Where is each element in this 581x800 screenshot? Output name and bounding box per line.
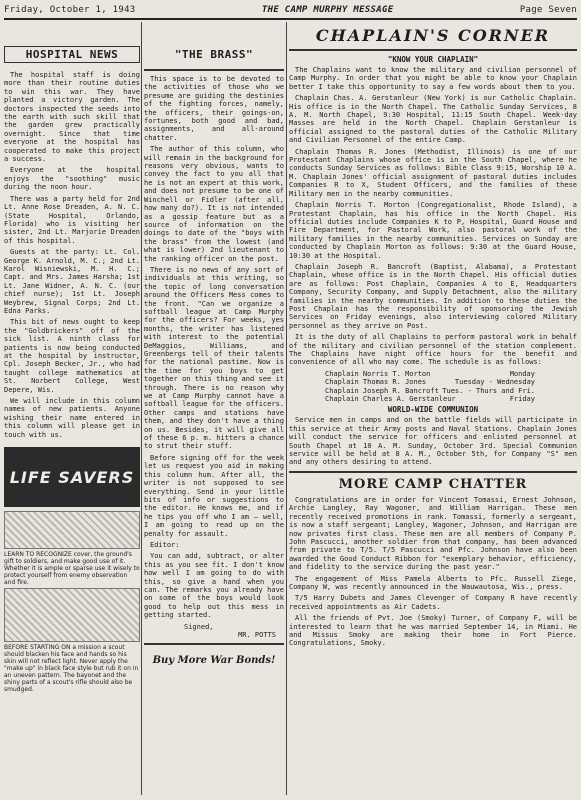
life-savers-caption: LEARN TO RECOGNIZE cover, the ground's gift to soldiers, and make good use of it. Whether it is ample or sparse use it wisely to protect yourself from enemy observation and fire. (4, 551, 140, 587)
schedule-day: Friday (509, 395, 535, 404)
chaplain-rule (289, 49, 577, 51)
masthead-rule (4, 18, 577, 20)
brass-paragraph: Editor: (150, 540, 180, 549)
life-savers-banner (4, 447, 140, 507)
chaplain-paragraph: Chaplain Joseph R. Bancroft (Baptist, Alabama), a Protestant Chaplain, whose office is in the North Chapel. His official duties are as follows: Post Chaplain, Companies A to E, Headquarters Company, Security Company, and Supply Detachment, also the military families in the nearby communities. In addition to these duties the Post Chaplain has the responsibility of sponsoring the Jewish Services on Friday evenings, also interviewing colored Military personnel as they arrive on Post. (289, 262, 577, 330)
communion-paragraph: Service men in camps and on the battle fields will participate in this service at their Army posts and Naval Stations. Chaplain Jones will conduct the service for officers and enlisted personnel at South Chapel at 10 A. M. Sunday, October 3rd. Special Communion service will be held at 8 A. M., October 5th, for Company "S" men and any others desiring to attend. (289, 416, 577, 467)
paper-name: THE CAMP MURPHY MESSAGE (261, 5, 394, 15)
brass-bottom-rule (144, 643, 284, 645)
chaplain-paragraph: It is the duty of all Chaplains to perform pastoral work in behalf of the military and civilian personnel of the station complement. The Chaplains have night office hours for the benefit and convenience of all who may come. The schedule is as follows: (289, 333, 577, 367)
schedule-row (325, 387, 535, 395)
brass-paragraph: This space is to be devoted to the activities of those who we presume are guiding the destinies of the fighting forces, namely, the officers, their goings-on, fortunes, both good and bad, assignments, and all-around chatter. (144, 75, 284, 142)
chaplain-subtitle: "KNOW YOUR CHAPLAIN" (387, 55, 479, 64)
brass-title: "THE BRASS" (174, 48, 254, 61)
life-savers-caption: BEFORE STARTING ON a mission a scout should blacken his face and hands so his skin will not reflect light. Never apply the "make up" in black face style but rub it on in an uneven pattern. The bayonet and the shiny parts of a scout's rifle should also be smudged. (4, 644, 139, 694)
signed-label: Signed, (184, 622, 214, 631)
hospital-paragraph: The hospital staff is doing more than their routine duties to win this war. They have planted a victory garden. The doctors inspected the seeds into the earth with such skill that the garden grew practically overnight. Since that time everyone at the hospital has cooperated to make this project a success. (4, 71, 140, 164)
hospital-paragraph: This bit of news ought to keep the "Goldbrickers" off of the sick list. A ninth class for patients is now being conducted at the hospital by instructor, Cpl. Joseph Becker, Jr., who had taught college mathematics at St. Norbert College, West Depere, Wis. (4, 318, 140, 394)
chaplain-paragraph: Chaplain Chas. A. Gerstanleur (New York) is our Catholic Chaplain. His office is in the North Chapel. The Catholic Sunday Services, 8 A. M. North Chapel, 9:30 Hospital, 11:15 South Chapel. Week-day Masses are held in the North Chapel. Chaplain Gerstanleur is official assigned to the pastoral duties of the Catholic Military and Civilian Personnel of the entire Camp. (289, 94, 577, 145)
chatter-paragraph: All the friends of Pvt. Joe (Smoky) Turner, of Company F, will be interested to learn that he was married September 14, in Miami. He and Missus Smoky are making their home in Fort Pierce. Congratulations, Smoky. (289, 614, 577, 648)
hospital-paragraph: There was a party held for 2nd Lt. Anne Rose Dreaden, A. N. C. (State Hospital, Orlando, Florida) who is visiting her sister, 2nd Lt. Marjorie Dreaden of this hospital. (4, 194, 140, 245)
schedule-name: Chaplain Norris T. Morton (325, 369, 431, 378)
brass-paragraph: The author of this column, who will remain in the background for reasons very obvious, wants to convey the fact to you all that he is not an expert at this work, and does not presume to be one of Winchell or Fidler (after all, how many do?). It is not intended as a gossip feature but as a source of information on the doings to date of the "boys with the brass" from the lowest (and what is lower) 2nd lieutenant to the ranking officer on the post. (144, 145, 284, 263)
chaplain-paragraph: The Chaplains want to know the military and civilian personnel of Camp Murphy. In order that you might be able to know your Chaplain better I take this opportunity to say a few words about them to you. (289, 66, 577, 91)
schedule-day: Tuesday - Wednesday (454, 378, 535, 387)
war-bonds-slogan: Buy More War Bonds! (152, 654, 276, 666)
chaplain-paragraph: Chaplain Thomas R. Jones (Methodist, Illinois) is one of our Protestant Chaplains whose office is in the South Chapel, where he conducts Sunday Services as follows: Bible Class 9:15, Worship 10 A. M. Chaplain Jones' official assignment of pastoral duties includes Companies R to X, Student Officers, and the families of these Military men in the nearby communities. (289, 147, 577, 198)
cover-illustration (4, 511, 140, 549)
brass-paragraph: There is no news of any sort of individuals at this writing, so the topic of long conversation around the Officers Mess comes to the front. "Can we organize a softball league at Camp Murphy for the officers? For weeks, yes months, the writer has listened with interest to the potential DeMaggios, Williams, and Greenbergs tell of their talents for the national pastime. Now is the time for you boys to get together on this thing and see it through. There is no reason why we at Camp Murphy cannot have a softball league for the officers. Other camps and stations have them, and they don't have a thing on us. Besides, it will give all of these 6 p. m. hitters a chance to strut their stuff. (144, 265, 284, 451)
hospital-paragraph: We will include in this column names of new patients. Anyone wishing their name entered in this column will please get in touch with us. (4, 397, 140, 439)
chaplain-column (289, 22, 577, 795)
chaplain-title: CHAPLAIN'S CORNER (315, 26, 551, 45)
scout-illustration (4, 588, 140, 642)
section-rule (289, 471, 577, 473)
chatter-paragraph: Congratulations are in order for Vincent Tomassi, Ernest Johnson, Archie Langley, Ray Wagoner, and William Harrigan. These men recently received promotions in rank. Tomassi, formerly a sergeant, is now a staff sergeant; Langley, Wagoner, Johnson, and Harrigan are now privates first class. These men are all members of Company P. John Pascucci, another soldier from that company, has been advanced from private to T/5. T/5 Pascucci and Pfc. Johnson have also been awarded the Good Conduct Ribbon for "exemplary behavior, efficiency, and fidelity to the service during the past year." (289, 495, 577, 572)
issue-date: Friday, October 1, 1943 (4, 5, 136, 15)
life-savers-title: LIFE SAVERS (9, 467, 135, 487)
schedule-day: Tues. - Thurs and Fri. (442, 386, 535, 395)
chatter-paragraph: The engagement of Miss Pamela Alberts to Pfc. Russell Ziege, Company W, was recently announced in the Wauwautosa, Wis., press. (289, 574, 577, 591)
brass-paragraph: You can add, subtract, or alter this as you see fit. I don't know how well I am going to do with this, so give a hand when you can. The remarks you already have on some of the boys would look good to help out this mess in getting started. (144, 552, 284, 620)
brass-paragraph: Before signing off for the week let us request you aid in making this column hum. After all, the writer is not supposed to see everything. Send in your little bits of info or suggestions to the editor. He knows me, and if he tips you off who I am — well, I am going to read up on the penalty for assault. (144, 453, 284, 538)
office-hours-schedule (325, 370, 577, 404)
column-divider (286, 22, 287, 795)
communion-title: WORLD-WIDE COMMUNION (387, 405, 479, 415)
chaplain-paragraph: Chaplain Norris T. Morton (Congregationalist, Rhode Island), a Protestant Chaplain, has his office in the North Chapel. His official duties include Companies K to P, Hospital, Guard House and Fire Department, for Pastoral Work, also pastoral work of the military families in the nearby communities. Services on Sunday are conducted by Chaplain Morton as follows: 9:30 at the Guard House, 10:30 at the Hospital. (289, 201, 577, 260)
schedule-name: Chaplain Charles A. Gerstanleur (325, 395, 456, 404)
schedule-name: Chaplain Joseph R. Bancroft (325, 386, 439, 395)
chatter-title: MORE CAMP CHATTER (338, 476, 528, 492)
schedule-row (325, 395, 535, 403)
hospital-news-column (4, 22, 140, 795)
hospital-paragraph: Guests at the party: Lt. Col. George K. Arnold, M. C.; 2nd Lt. Karol Wisniewski, M. H. C.; Capt. and Mrs. James Harsha; 1st Lt. Jane Widner, A. N. C. (our chief nurse); 1st Lt. Joseph Weybrew, Signal Corps; 2nd Lt. Edna Parks. (4, 248, 140, 315)
column-divider (141, 22, 142, 795)
chatter-paragraph: T/5 Harry Dubets and James Clevenger of Company R have recently received appointments as Air Cadets. (289, 594, 577, 611)
brass-rule (144, 69, 284, 71)
schedule-row (325, 370, 535, 378)
schedule-day: Monday (509, 369, 535, 378)
brass-column (144, 22, 284, 795)
hospital-paragraph: Everyone at the hospital enjoys the "soothing" music during the noon hour. (4, 166, 140, 192)
author-name: MR. POTTS (238, 630, 276, 639)
schedule-row (325, 378, 535, 386)
schedule-name: Chaplain Thomas R. Jones (325, 378, 427, 387)
hospital-news-title: HOSPITAL NEWS (4, 46, 140, 63)
page-number: Page Seven (519, 5, 577, 15)
masthead (4, 2, 577, 18)
